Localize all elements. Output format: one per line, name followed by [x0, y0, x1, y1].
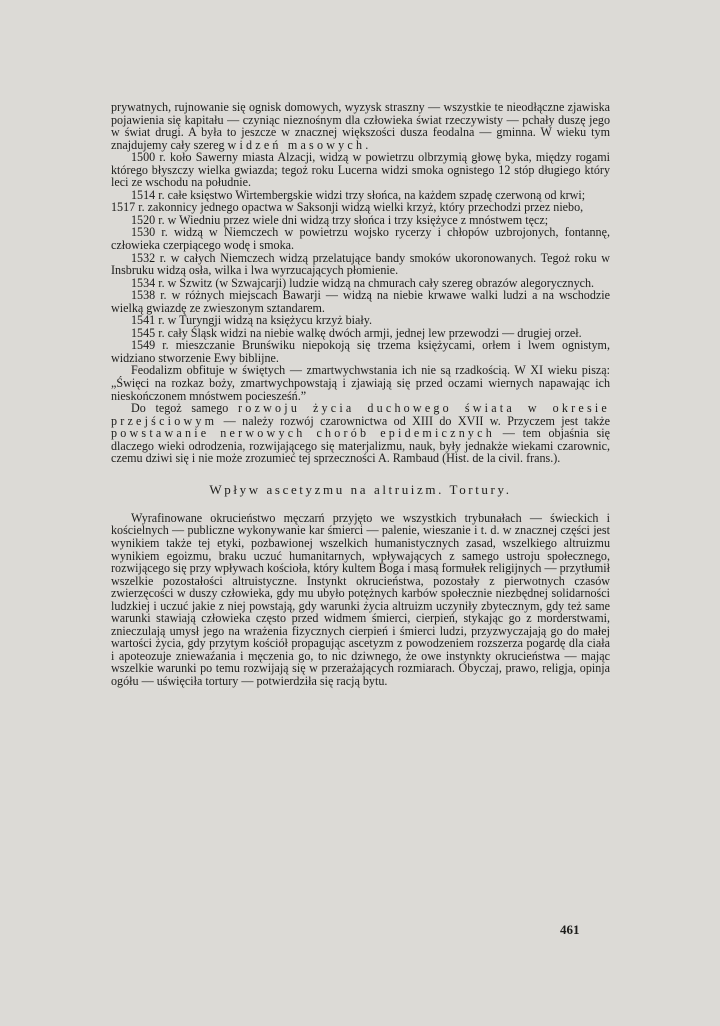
torture-paragraph: Wyrafinowane okrucieństwo męczarń przyjęto we wszystkich trybunałach — świeckich i kościelnych — publiczne wykonywanie kar śmierci — palenie, wieszanie i t. d. w znacznej części jest wynikiem także tej etyki, pozbawionej wszelkich humanistycznych zasad, wszelkiego altruizmu wynikiem egoizmu, braku uczuć humanitarnych, wpływających z samego ustroju społecznego, rozwijącego się przy wpływach kościoła, który kultem Boga i masą formułek religijnych — przytłumił wszelkie pozostałości altruistyczne. Instynkt okrucieństwa, pozostały z pierwotnych czasów zwierzęcości w duszy człowieka, gdy mu ubyło potężnych karbów społecznie niezbędnej solidarności ludzkiej i uczuć jakie z niej powstają, gdy warunki życia altruizm uczyniły zbytecznym, gdy też same warunki stawiają człowieka często przed widmem śmierci, cierpień, stykając go z morderstwami, znieczulają umysł jego na wrażenia fizycznych cierpień i śmierci ludzi, przyzwyczajają go do małej wartości życia, gdy przytym kościół propagując ascetyzm z powodzeniem rozszerza pogardę dla ciała i apoteozuje zniewaźania i męczenia go, to nic dziwnego, że owe instynkty okrucieństwa — mając wszelkie warunki po temu rozwijają się w przerażających rozmiarach. Obyczaj, prawo, religja, opinja ogółu — uświęciła tortury — potwierdziła się racją bytu.	[111, 510, 610, 688]
spaced-phrase: powstawanie nerwowych chorób epidemicznych	[111, 426, 495, 441]
entry-1534: 1534 r. w Szwitz (w Szwajcarji) ludzie widzą na chmurach cały szereg obrazów alegorycznych.	[131, 275, 595, 290]
entry-1500: 1500 r. koło Sawerny miasta Alzacji, widzą w powietrzu olbrzymią głowę byka, między rogami którego błyszczy wielka gwiazda; tegoż roku Lucerna widzi smoka ognistego 12 stóp długiego który leci ze wschodu na południe.	[111, 150, 610, 190]
entry-1541: 1541 r. w Turyngji widzą na księżycu krzyż biały.	[131, 313, 373, 328]
body-text	[111, 101, 610, 465]
entry-1514: 1514 r. całe księstwo Wirtembergskie widzi trzy słońca, na każdem szpadę czerwoną od krwi;	[131, 187, 586, 202]
intro-paragraph: prywatnych, rujnowanie się ognisk domowych, wyzysk straszny — wszystkie te nieodłączne zjawiska pojawienia się kapitału — czyniąc nieznośnym dla człowieka świat rzeczywisty — pchały duszę jego w świat drugi. A była to jeszcze w znacznej większości dusza feodalna — gminna. W wieku tym znajdujemy cały szereg widzeń masowych.	[111, 100, 610, 152]
section-heading: Wpływ ascetyzmu na altruizm. Tortury.	[209, 481, 512, 497]
closing-paragraph: Do tegoż samego rozwoju życia duchowego świata w okresie przejściowym — należy rozwój czarownictwa od XIII do XVII w. Przyczem jest także powstawanie nerwowych chorób epidemicznych — tem objaśnia się dlaczego wieki odrodzenia, rozwijającego się materjalizmu, nauk, były jednakże wiekami czarownic, czemu dziwi się i nie może zrozumieć tej sprzeczności A. Rambaud (Hist. de la civil. frans.).	[111, 401, 610, 466]
entry-1538: 1538 r. w różnych miejscach Bawarji — widzą na niebie krwawe walki ludzi a na wschodzie wielką gwiazdę ze zwieszonym sztandarem.	[111, 288, 610, 315]
entry-1545: 1545 r. cały Śląsk widzi na niebie walkę dwóch armji, jednej lew przewodzi — drugiej orzeł.	[131, 325, 582, 340]
entry-1517: 1517 r. zakonnicy jednego opactwa w Saksonji widzą wielki krzyż, który przechodzi przez niebo,	[111, 200, 584, 215]
spaced-phrase: widzeń masowych.	[227, 137, 372, 152]
section-text	[111, 512, 610, 688]
spaced-phrase: rozwoju życia duchowego świata w okresie przejściowym	[111, 401, 610, 428]
page-number: 461	[560, 922, 580, 937]
feudalism-paragraph: Feodalizm obfituje w świętych — zmartwychwstania ich nie są rzadkością. W XI wieku piszą: „Święci na rozkaz boży, zmartwychpowstają i zjawiają się przed oczami wiernych napawając ich nieskończonem mnóstwem pociesześń.”	[111, 363, 610, 403]
entry-1520: 1520 r. w Wiedniu przez wiele dni widzą trzy słońca i trzy księżyce z mnóstwem tęcz;	[131, 212, 549, 227]
entry-1532: 1532 r. w całych Niemczech widzą przelatujące bandy smoków ukoronowanych. Tegoż roku w Insbruku widzą osła, wilka i lwa wyrzucających płomienie.	[111, 250, 610, 278]
entry-1530: 1530 r. widzą w Niemczech w powietrzu wojsko rycerzy i chłopów uzbrojonych, fontannę, człowieka czerpiącego wodę i smoka.	[111, 225, 610, 253]
entry-1549: 1549 r. mieszczanie Brunświku niepokoją się trzema księżycami, orłem i lwem ognistym, widziano stworzenie Ewy biblijne.	[111, 338, 610, 365]
